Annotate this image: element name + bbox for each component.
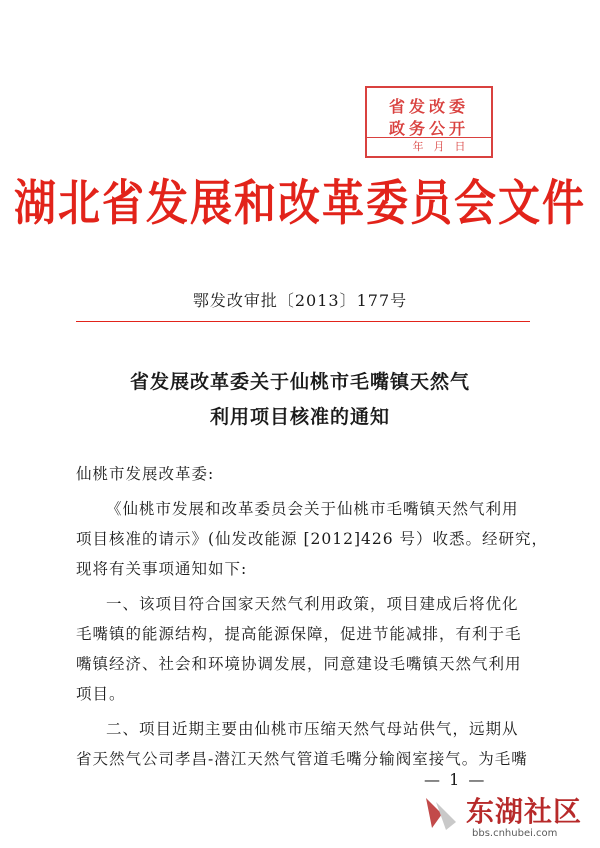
stamp-line-2: 政务公开	[388, 119, 469, 138]
paragraph-3-line: 二、项目近期主要由仙桃市压缩天然气母站供气，远期从	[106, 720, 519, 738]
paragraph-1-line: 现将有关事项通知如下:	[76, 560, 248, 578]
watermark-title: 东湖社区	[466, 795, 583, 828]
disclosure-stamp	[365, 86, 493, 158]
header-red-rule	[76, 321, 530, 322]
addressee: 仙桃市发展改革委:	[76, 465, 215, 483]
paragraph-3-line: 省天然气公司孝昌-潜江天然气管道毛嘴分输阀室接气。为毛嘴	[76, 750, 528, 768]
stamp-date-line: 年月日	[412, 140, 476, 153]
notice-title-line-2: 利用项目核准的通知	[209, 406, 390, 428]
paragraph-1-line: 《仙桃市发展和改革委员会关于仙桃市毛嘴镇天然气利用	[106, 500, 519, 518]
paragraph-1-line: 项目核准的请示》(仙发改能源 [2012]426 号）收悉。经研究，	[76, 530, 549, 548]
watermark-logo-icon	[422, 792, 462, 832]
paragraph-2-line: 项目。	[76, 685, 126, 703]
stamp-line-1: 省发改委	[388, 97, 469, 116]
document-header-title: 湖北省发展和改革委员会文件	[13, 174, 586, 232]
notice-title-line-1: 省发展改革委关于仙桃市毛嘴镇天然气	[129, 371, 470, 393]
watermark-url: bbs.cnhubei.com	[472, 828, 558, 839]
paragraph-2-line: 嘴镇经济、社会和环境协调发展，同意建设毛嘴镇天然气利用	[76, 655, 522, 673]
paragraph-2-line: 毛嘴镇的能源结构，提高能源保障，促进节能减排，有利于毛	[76, 625, 522, 643]
site-watermark	[420, 786, 600, 848]
page-number: — 1 —	[424, 770, 487, 789]
document-number: 鄂发改审批〔2013〕177号	[192, 291, 408, 310]
paragraph-2-line: 一、该项目符合国家天然气利用政策，项目建成后将优化	[106, 595, 519, 613]
